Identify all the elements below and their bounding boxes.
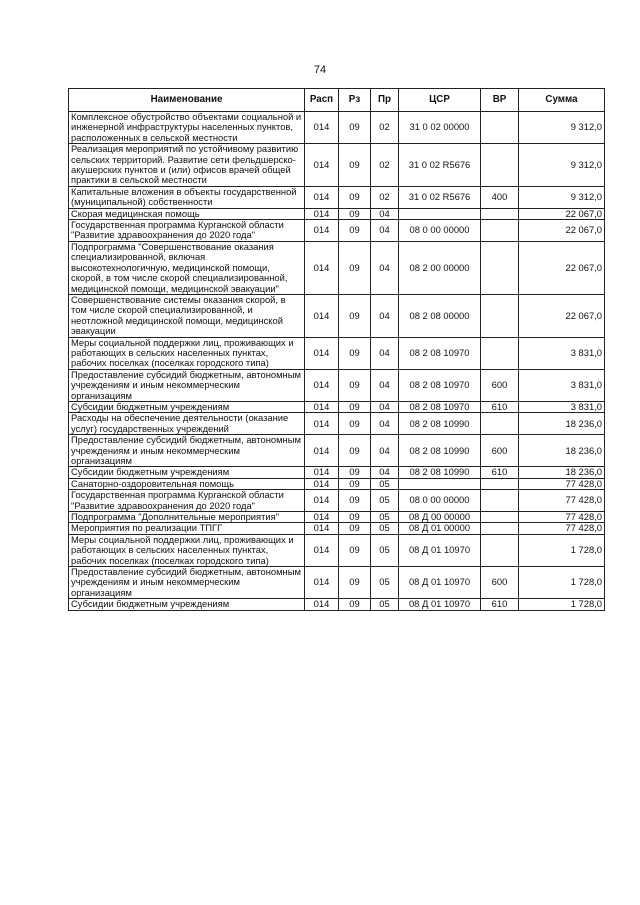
cell-rasp: 014 — [305, 435, 339, 467]
cell-name: Меры социальной поддержки лиц, проживающих и работающих в сельских населенных пунктах, рабочих поселках (поселках городского типа) — [69, 337, 305, 369]
table-row — [69, 186, 605, 208]
cell-csr: 08 Д 01 10970 — [399, 534, 481, 566]
header-name: Наименование — [69, 89, 305, 112]
cell-sum: 22 067,0 — [519, 241, 605, 294]
table-row — [69, 337, 605, 369]
cell-csr: 08 Д 01 10970 — [399, 599, 481, 610]
cell-rasp: 014 — [305, 523, 339, 534]
cell-rasp: 014 — [305, 369, 339, 401]
cell-sum: 18 236,0 — [519, 467, 605, 478]
cell-rz: 09 — [339, 512, 371, 523]
cell-sum: 3 831,0 — [519, 337, 605, 369]
cell-rz: 09 — [339, 478, 371, 489]
cell-name: Субсидии бюджетным учреждениям — [69, 599, 305, 610]
cell-sum: 22 067,0 — [519, 220, 605, 242]
cell-csr: 08 Д 01 00000 — [399, 523, 481, 534]
table-row — [69, 534, 605, 566]
cell-rz: 09 — [339, 337, 371, 369]
cell-sum: 9 312,0 — [519, 112, 605, 144]
cell-name: Подпрограмма "Дополнительные мероприятия" — [69, 512, 305, 523]
cell-rz: 09 — [339, 186, 371, 208]
header-csr: ЦСР — [399, 89, 481, 112]
cell-csr: 08 2 08 10990 — [399, 413, 481, 435]
table-row — [69, 220, 605, 242]
cell-rz: 09 — [339, 567, 371, 599]
header-rz: Рз — [339, 89, 371, 112]
header-sum: Сумма — [519, 89, 605, 112]
cell-name: Государственная программа Курганской области "Развитие здравоохранения до 2020 года" — [69, 490, 305, 512]
cell-csr: 08 2 00 00000 — [399, 241, 481, 294]
cell-csr: 08 2 08 10970 — [399, 337, 481, 369]
cell-pr: 05 — [371, 567, 399, 599]
cell-sum: 22 067,0 — [519, 208, 605, 219]
cell-pr: 05 — [371, 523, 399, 534]
cell-rasp: 014 — [305, 413, 339, 435]
cell-csr: 31 0 02 R5676 — [399, 186, 481, 208]
cell-name: Подпрограмма "Совершенствование оказания специализированной, включая высокотехнологичную, медицинской помощи, скорой, в том числе скорой специализированной, медицинской помощи, медицинской эвакуации" — [69, 241, 305, 294]
cell-pr: 04 — [371, 294, 399, 337]
cell-csr: 08 2 08 10970 — [399, 369, 481, 401]
table-row — [69, 599, 605, 610]
cell-name: Расходы на обеспечение деятельности (оказание услуг) государственных учреждений — [69, 413, 305, 435]
cell-pr: 02 — [371, 112, 399, 144]
cell-csr: 08 2 08 00000 — [399, 294, 481, 337]
cell-sum: 18 236,0 — [519, 413, 605, 435]
cell-vr — [481, 490, 519, 512]
cell-pr: 05 — [371, 478, 399, 489]
cell-csr: 08 0 00 00000 — [399, 220, 481, 242]
cell-rasp: 014 — [305, 567, 339, 599]
cell-rasp: 014 — [305, 294, 339, 337]
cell-vr — [481, 534, 519, 566]
cell-rasp: 014 — [305, 599, 339, 610]
cell-pr: 04 — [371, 208, 399, 219]
table-row — [69, 523, 605, 534]
cell-csr: 31 0 02 R5676 — [399, 144, 481, 187]
budget-table — [68, 88, 605, 611]
cell-rasp: 014 — [305, 112, 339, 144]
cell-rz: 09 — [339, 599, 371, 610]
cell-csr: 08 2 08 10970 — [399, 401, 481, 412]
cell-csr: 08 2 08 10990 — [399, 467, 481, 478]
cell-vr: 600 — [481, 567, 519, 599]
cell-vr — [481, 112, 519, 144]
cell-rz: 09 — [339, 241, 371, 294]
table-body — [69, 112, 605, 611]
cell-pr: 04 — [371, 467, 399, 478]
cell-pr: 04 — [371, 337, 399, 369]
cell-sum: 18 236,0 — [519, 435, 605, 467]
cell-csr — [399, 478, 481, 489]
cell-sum: 77 428,0 — [519, 523, 605, 534]
cell-sum: 9 312,0 — [519, 144, 605, 187]
cell-sum: 77 428,0 — [519, 512, 605, 523]
cell-pr: 05 — [371, 512, 399, 523]
table-row — [69, 467, 605, 478]
cell-pr: 05 — [371, 490, 399, 512]
cell-name: Реализация мероприятий по устойчивому развитию сельских территорий. Развитие сети фельдшерско-акушерских пунктов и (или) офисов врачей общей практики в сельской местности — [69, 144, 305, 187]
cell-rasp: 014 — [305, 534, 339, 566]
cell-rz: 09 — [339, 220, 371, 242]
table-row — [69, 369, 605, 401]
cell-name: Скорая медицинская помощь — [69, 208, 305, 219]
cell-name: Санаторно-оздоровительная помощь — [69, 478, 305, 489]
cell-sum: 1 728,0 — [519, 599, 605, 610]
cell-vr — [481, 478, 519, 489]
header-rasp: Расп — [305, 89, 339, 112]
cell-vr — [481, 241, 519, 294]
cell-rz: 09 — [339, 112, 371, 144]
cell-sum: 77 428,0 — [519, 478, 605, 489]
cell-rasp: 014 — [305, 208, 339, 219]
cell-name: Мероприятия по реализации ТПГГ — [69, 523, 305, 534]
cell-pr: 04 — [371, 220, 399, 242]
table-row — [69, 435, 605, 467]
cell-rasp: 014 — [305, 220, 339, 242]
cell-pr: 02 — [371, 186, 399, 208]
cell-rz: 09 — [339, 413, 371, 435]
cell-sum: 22 067,0 — [519, 294, 605, 337]
cell-rasp: 014 — [305, 337, 339, 369]
cell-rasp: 014 — [305, 401, 339, 412]
cell-rz: 09 — [339, 144, 371, 187]
table-row — [69, 294, 605, 337]
cell-pr: 05 — [371, 534, 399, 566]
cell-rasp: 014 — [305, 467, 339, 478]
cell-sum: 1 728,0 — [519, 534, 605, 566]
cell-vr: 600 — [481, 369, 519, 401]
cell-sum: 77 428,0 — [519, 490, 605, 512]
cell-pr: 04 — [371, 401, 399, 412]
cell-pr: 04 — [371, 241, 399, 294]
cell-vr: 600 — [481, 435, 519, 467]
cell-vr — [481, 220, 519, 242]
cell-vr — [481, 413, 519, 435]
cell-pr: 05 — [371, 599, 399, 610]
cell-rz: 09 — [339, 534, 371, 566]
cell-pr: 04 — [371, 435, 399, 467]
cell-pr: 04 — [371, 369, 399, 401]
cell-rasp: 014 — [305, 478, 339, 489]
cell-vr — [481, 337, 519, 369]
cell-rz: 09 — [339, 401, 371, 412]
table-row — [69, 241, 605, 294]
cell-sum: 1 728,0 — [519, 567, 605, 599]
cell-sum: 9 312,0 — [519, 186, 605, 208]
cell-vr: 400 — [481, 186, 519, 208]
cell-name: Субсидии бюджетным учреждениям — [69, 467, 305, 478]
cell-vr: 610 — [481, 599, 519, 610]
table-row — [69, 490, 605, 512]
table-row — [69, 512, 605, 523]
page-number: 74 — [313, 64, 327, 76]
table-row — [69, 413, 605, 435]
cell-rz: 09 — [339, 369, 371, 401]
cell-csr: 08 Д 00 00000 — [399, 512, 481, 523]
cell-rz: 09 — [339, 490, 371, 512]
cell-name: Предоставление субсидий бюджетным, автономным учреждениям и иным некоммерческим организациям — [69, 369, 305, 401]
cell-name: Совершенствование системы оказания скорой, в том числе скорой специализированной, и неотложной медицинской помощи, медицинской эвакуации — [69, 294, 305, 337]
table-row — [69, 478, 605, 489]
cell-rz: 09 — [339, 467, 371, 478]
table-row — [69, 144, 605, 187]
cell-rasp: 014 — [305, 241, 339, 294]
cell-name: Комплексное обустройство объектами социальной и инженерной инфраструктуры населенных пунктов, расположенных в сельской местности — [69, 112, 305, 144]
cell-name: Субсидии бюджетным учреждениям — [69, 401, 305, 412]
cell-sum: 3 831,0 — [519, 369, 605, 401]
cell-rasp: 014 — [305, 490, 339, 512]
cell-name: Капитальные вложения в объекты государственной (муниципальной) собственности — [69, 186, 305, 208]
cell-vr: 610 — [481, 467, 519, 478]
cell-csr: 08 2 08 10990 — [399, 435, 481, 467]
cell-rz: 09 — [339, 294, 371, 337]
header-vr: ВР — [481, 89, 519, 112]
cell-vr — [481, 512, 519, 523]
cell-csr — [399, 208, 481, 219]
table-row — [69, 208, 605, 219]
cell-rz: 09 — [339, 523, 371, 534]
cell-name: Предоставление субсидий бюджетным, автономным учреждениям и иным некоммерческим организациям — [69, 567, 305, 599]
cell-name: Предоставление субсидий бюджетным, автономным учреждениям и иным некоммерческим организациям — [69, 435, 305, 467]
cell-vr — [481, 144, 519, 187]
cell-sum: 3 831,0 — [519, 401, 605, 412]
header-row — [69, 89, 605, 112]
cell-name: Меры социальной поддержки лиц, проживающих и работающих в сельских населенных пунктах, рабочих поселках (поселках городского типа) — [69, 534, 305, 566]
cell-csr: 08 0 00 00000 — [399, 490, 481, 512]
cell-csr: 08 Д 01 10970 — [399, 567, 481, 599]
cell-vr — [481, 294, 519, 337]
header-pr: Пр — [371, 89, 399, 112]
cell-rz: 09 — [339, 435, 371, 467]
cell-vr — [481, 523, 519, 534]
cell-vr — [481, 208, 519, 219]
cell-vr: 610 — [481, 401, 519, 412]
table-row — [69, 567, 605, 599]
table-row — [69, 401, 605, 412]
cell-csr: 31 0 02 00000 — [399, 112, 481, 144]
cell-rz: 09 — [339, 208, 371, 219]
cell-rasp: 014 — [305, 186, 339, 208]
table-row — [69, 112, 605, 144]
cell-pr: 04 — [371, 413, 399, 435]
cell-pr: 02 — [371, 144, 399, 187]
cell-name: Государственная программа Курганской области "Развитие здравоохранения до 2020 года" — [69, 220, 305, 242]
cell-rasp: 014 — [305, 144, 339, 187]
cell-rasp: 014 — [305, 512, 339, 523]
